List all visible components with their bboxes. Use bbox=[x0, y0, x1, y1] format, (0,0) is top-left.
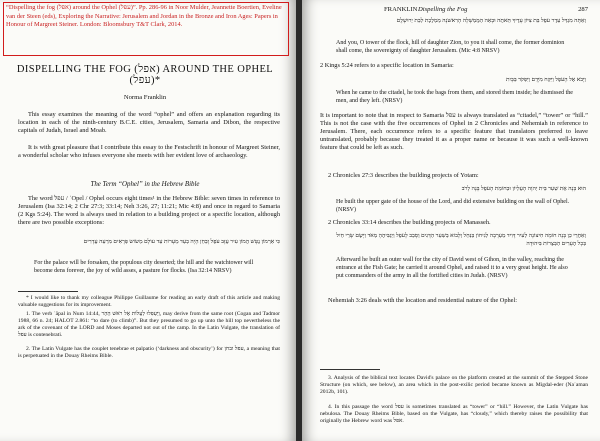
footnote-1: 1. The verb ʿāpal in Num 14:44, וַיַּעְפִּלוּ לַעֲלוֹת אֶל רֹאשׁ הָהָר, may derive from the same root (Cogan and Tadmor 1988, 66 n. 24; HALOT 2.861: “to dare (to climb)”. But they presumed to go up unto the hill top nevertheless the ark of the covenant of the LORD and Moses departed not out of the camp. In the Latin Vulgate, the translation of עפל is contenebrati. bbox=[18, 311, 280, 338]
footnote-divider bbox=[18, 291, 78, 292]
footnote-4: 4. In this passage the word עפל is sometimes translated as “tower” or “hill.” However, the Latin Vulgate has nebulosa. The Douay Rheims Bible, based on the Vulgate, has “cloudy,” which thereby raises the possibility that originally the Hebrew word was אפל. bbox=[320, 404, 588, 424]
chapter-title: DISPELLING THE FOG (אפל) AROUND THE OPHEL (עפל)* bbox=[16, 64, 274, 86]
running-head-title: Dispelling the Fog bbox=[418, 6, 468, 13]
footnote-divider-right bbox=[320, 369, 380, 370]
kings-intro: 2 Kings 5:24 refers to a specific location in Samaria: bbox=[320, 62, 454, 69]
english-chron27: He built the upper gate of the house of the Lord, and did extensive building on the wall of Ophel. (NRSV) bbox=[336, 199, 570, 213]
intro-paragraph-1: This essay examines the meaning of the word “ophel” and offers an explanation regarding its location in each of the ninth-century B.C.E. cities, Jerusalem, Samaria and Dibon, the respective capitals of Judah, Israel and Moab. bbox=[18, 111, 280, 135]
chron33-intro: 2 Chronicles 33:14 describes the building projects of Manasseh. bbox=[328, 219, 491, 226]
hebrew-chron33: וְאַחֲרֵי כֵן בָּנָה חוֹמָה חִיצוֹנָה לְעִיר דָּוִיד מַעְרָבָה לְגִיחוֹן בַּנַּחַל וְלָבוֹא בְשַׁעַר הַדָּגִים וְסָבַב לָעֹפֶל וַיַּגְבִּיהֶהָ מְאֹד וַיָּשֶׂם שָׂרֵי חַיִל בְּכָל הֶעָרִים הַבְּצֻרוֹת בִּיהוּדָה bbox=[336, 233, 586, 247]
section-paragraph: The word עפל / ʿOpel / Ophel occurs eight times¹ in the Hebrew Bible: seven times in reference to Jerusalem (Isa 32:14; 2 Chr 27:3; 33:14; Neh 3:26, 27; 11:21; Mic 4:8) and once in regard to Samaria (2 Kgs 5:24). The word is always used in relation to a building project or a specific location, although there are two possible exceptions: bbox=[18, 195, 280, 227]
intro-paragraph-2: It is with great pleasure that I contribute this essay to the Festschrift in honour of Margreet Steiner, a wonderful scholar who infuses everyone she meets with her evident love of archaeology. bbox=[18, 144, 280, 160]
hebrew-mic: וְאַתָּה מִגְדַּל עֵדֶר עֹפֶל בַּת צִיּוֹן עָדֶיךָ תֵּאתֶה וּבָאָה הַמֶּמְשָׁלָה הָרִאשֹׁנָה מַמְלֶכֶת לְבַת יְרוּשָׁלִָם bbox=[396, 18, 586, 24]
footnote-2: 2. The Latin Vulgate has the couplet tenebrae et palpatio (‘darkness and obscurity’) for עפל ובחן, a meaning that is perpetuated in the Douay Rheims Bible. bbox=[18, 346, 280, 359]
running-head-author: FRANKLIN bbox=[384, 6, 418, 13]
page-number: 287 bbox=[578, 6, 588, 13]
hebrew-quote-isa: כִּי אַרְמוֹן נֻטָּשׁ הֲמוֹן עִיר עֻזָּב עֹפֶל וָבַחַן הָיָה בְעַד מְעָרוֹת עַד עוֹלָם מְשׂוֹשׂ פְּרָאִים מִרְעֵה עֲדָרִים bbox=[83, 239, 280, 245]
english-kings: When he came to the citadel, he took the bags from them, and stored them inside; he dismissed the men, and they left. (NRSV) bbox=[336, 90, 573, 104]
chron27-intro: 2 Chronicles 27:3 describes the building projects of Yotam: bbox=[328, 172, 479, 179]
english-quote-isa: For the palace will be forsaken, the populous city deserted; the hill and the watchtower will become dens forever, the joy of wild asses, a pasture for flocks. (Isa 32:14 NRSV) bbox=[34, 260, 254, 274]
right-page bbox=[302, 0, 600, 441]
paragraph-samaria: It is important to note that in respect to Samaria עפל is always translated as “citadel,” “tower” or “hill.” This is not the case with the five occurrences of Ophel in 2 Chronicles and Nehemiah in reference to Jerusalem. There, each occurrence refers to a specific feature that translators preferred to leave untranslated, probably because they treated it as a proper name or because it was such a well-known feature that could be left as such. bbox=[320, 112, 589, 152]
hebrew-chron27: הוּא בָּנָה אֶת שַׁעַר בֵּית יְהוָה הָעֶלְיוֹן וּבְחוֹמַת הָעֹפֶל בָּנָה לָרֹב bbox=[461, 186, 586, 192]
footnote-star: * I would like to thank my colleague Philippe Guillaume for reading an early draft of this article and making valuable suggestions for its improvement. bbox=[18, 295, 280, 308]
author-name: Norma Franklin bbox=[123, 94, 167, 101]
citation-note: “Dispelling the fog (אפל) around the Ophel (עפל)”. Pp. 286-96 in Noor Mulder, Jeannette Boertien, Eveline van der Steen (eds), Exploring the Narrative: Jerusalem and Jordan in the Bronze and Iron Ages: Papers in Honour of Margreet Steiner. London: Bloomsbury T&T Clark, 2014. bbox=[6, 4, 282, 29]
english-mic: And you, O tower of the flock, hill of daughter Zion, to you it shall come, the former dominion shall come, the sovereignty of daughter Jerusalem. (Mic 4:8 NRSV) bbox=[336, 40, 565, 54]
english-chron33: Afterward he built an outer wall for the city of David west of Gihon, in the valley, reaching the entrance at the Fish Gate; he carried it around Ophel, and raised it to a very great height. He also put commanders of the army in all the fortified cities in Judah. (NRSV) bbox=[336, 257, 568, 279]
hebrew-kings: וַיָּבֹא אֶל הָעֹפֶל וַיִּקַּח מִיָּדָם וַיִּפְקֹד בַּבָּיִת bbox=[506, 77, 586, 83]
footnote-3: 3. Analysis of the biblical text locates David's palace on the platform created at the summit of the Stepped Stone Structure (on which, see below), an area which in the post-exilic period became known as Migdal-eder (Naʾaman 2012b, 101). bbox=[320, 375, 588, 395]
nehemiah-intro: Nehemiah 3:26 deals with the location and residential nature of the Ophel: bbox=[328, 297, 518, 304]
left-page bbox=[0, 0, 296, 441]
section-heading: The Term “Ophel” in the Hebrew Bible bbox=[90, 181, 200, 188]
